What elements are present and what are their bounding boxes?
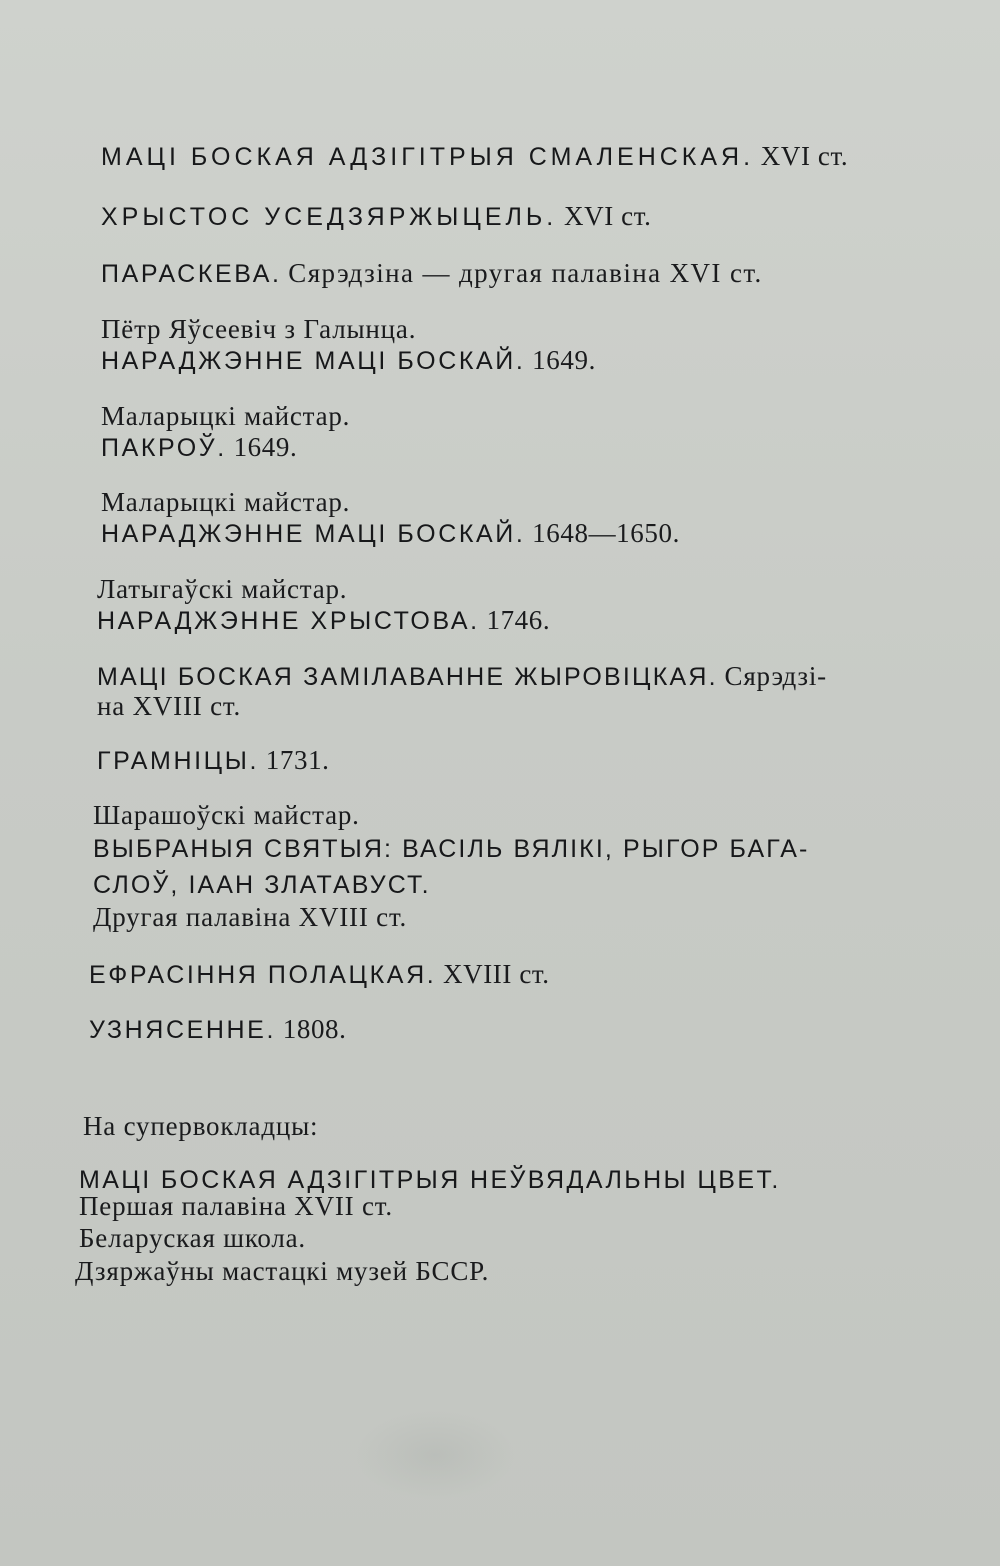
entry-4-title: НАРАДЖЭННЕ МАЦІ БОСКАЙ. bbox=[101, 347, 526, 375]
entry-10-title-line2: СЛОЎ, ІААН ЗЛАТАВУСТ. bbox=[93, 871, 431, 899]
entry-8-title: МАЦІ БОСКАЯ ЗАМІЛАВАННЕ ЖЫРОВІЦКАЯ. bbox=[97, 663, 718, 691]
entry-6 bbox=[101, 517, 680, 550]
entry-2 bbox=[101, 200, 651, 233]
cover-label: На супервокладцы: bbox=[83, 1111, 319, 1141]
entry-1-date: XVI ст. bbox=[760, 141, 849, 171]
entry-4-date: 1649. bbox=[532, 345, 596, 375]
entry-5 bbox=[101, 431, 297, 464]
cover-title: МАЦІ БОСКАЯ АДЗІГІТРЫЯ НЕЎВЯДАЛЬНЫ ЦВЕТ. bbox=[79, 1166, 781, 1194]
cover-museum: Дзяржаўны мастацкі музей БССР. bbox=[75, 1256, 490, 1286]
entry-3-title: ПАРАСКЕВА. bbox=[101, 260, 282, 288]
entry-10-title-line1: ВЫБРАНЫЯ СВЯТЫЯ: ВАСІЛЬ ВЯЛІКІ, РЫГОР БАГА- bbox=[93, 835, 810, 863]
entry-4-master: Пётр Яўсеевіч з Галынца. bbox=[101, 314, 417, 344]
entry-9-date: 1731. bbox=[265, 745, 330, 775]
entry-5-title: ПАКРОЎ. bbox=[101, 434, 227, 462]
entry-6-date: 1648—1650. bbox=[532, 518, 680, 548]
entry-9-title: ГРАМНІЦЫ. bbox=[97, 747, 260, 775]
paper-smudge bbox=[355, 1410, 515, 1500]
entry-11-date: XVIII ст. bbox=[443, 959, 550, 989]
entry-12-date: 1808. bbox=[282, 1014, 347, 1044]
entry-7-master: Латыгаўскі майстар. bbox=[97, 574, 348, 604]
entry-4 bbox=[101, 344, 596, 377]
entry-3 bbox=[101, 257, 763, 290]
cover-school: Беларуская школа. bbox=[79, 1223, 306, 1253]
entry-8-date-part2: на XVIII ст. bbox=[97, 691, 242, 721]
entry-8-date-part1: Сярэдзі- bbox=[724, 661, 827, 691]
entry-2-title: ХРЫСТОС УСЕДЗЯРЖЫЦЕЛЬ. bbox=[101, 203, 558, 231]
entry-2-date: XVI ст. bbox=[564, 201, 652, 231]
entry-6-title: НАРАДЖЭННЕ МАЦІ БОСКАЙ. bbox=[101, 520, 526, 548]
entry-10-master: Шарашоўскі майстар. bbox=[93, 800, 360, 830]
entry-7-date: 1746. bbox=[486, 605, 551, 635]
entry-1-title: МАЦІ БОСКАЯ АДЗІГІТРЫЯ СМАЛЕНСКАЯ. bbox=[101, 143, 755, 171]
entry-3-date: Сярэдзіна — другая палавіна XVI ст. bbox=[288, 258, 763, 288]
entry-7 bbox=[97, 604, 550, 637]
entry-5-date: 1649. bbox=[233, 432, 298, 462]
entry-5-master: Маларыцкі майстар. bbox=[101, 401, 351, 431]
entry-1 bbox=[101, 140, 848, 173]
entry-12-title: УЗНЯСЕННЕ. bbox=[89, 1016, 276, 1044]
entry-12 bbox=[89, 1013, 347, 1046]
entry-10-date: Другая палавіна XVIII ст. bbox=[93, 902, 408, 932]
entry-11 bbox=[89, 958, 550, 991]
cover-date: Першая палавіна XVII ст. bbox=[79, 1191, 393, 1221]
entry-8 bbox=[97, 660, 827, 693]
entry-11-title: ЕФРАСІННЯ ПОЛАЦКАЯ. bbox=[89, 961, 437, 989]
entry-7-title: НАРАДЖЭННЕ ХРЫСТОВА. bbox=[97, 607, 480, 635]
entry-6-master: Маларыцкі майстар. bbox=[101, 487, 351, 517]
entry-9 bbox=[97, 744, 330, 777]
